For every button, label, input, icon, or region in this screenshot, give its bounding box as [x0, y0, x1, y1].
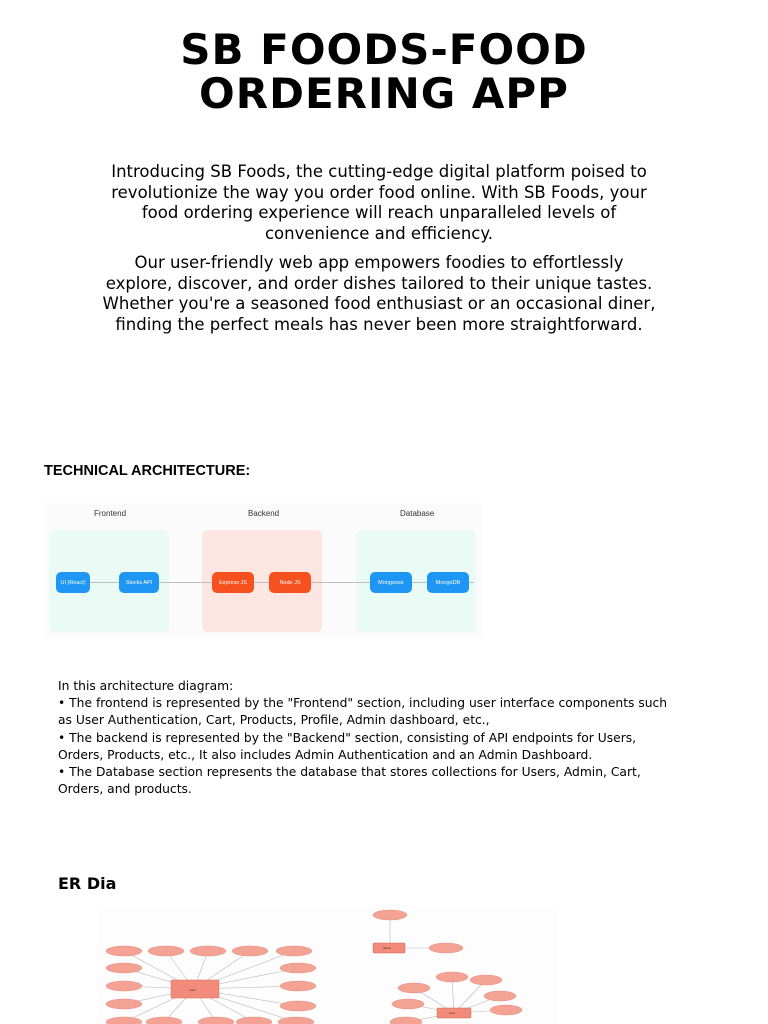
backend-label: Backend: [248, 509, 280, 518]
page-title: SB FOODS-FOOD ORDERING APP: [180, 25, 588, 118]
node-express-js: Express JS: [212, 572, 254, 593]
er-entity-food-label: food: [449, 1011, 455, 1015]
architecture-description: [58, 678, 668, 798]
er-diagram-heading: ER Dia: [58, 874, 117, 893]
node-mongodb: MongoDB: [427, 572, 469, 593]
intro-paragraph-2: Our user-friendly web app empowers foodies to effortlessly explore, discover, and order dishes tailored to their unique tastes. Whether you're a seasoned food enthusiast or an occasional diner, finding the perfect meals has never been more straightforward.: [102, 253, 656, 334]
architecture-diagram: [44, 503, 482, 638]
er-diagram-canvas: [98, 905, 558, 1024]
technical-architecture-heading: TECHNICAL ARCHITECTURE:: [44, 463, 251, 479]
node-stocks-api: Stocks API: [119, 572, 159, 593]
description-database-bullet: • The Database section represents the database that stores collections for Users, Admin, Cart, Orders, and products.: [58, 765, 641, 797]
er-entity-order-label: order: [189, 988, 197, 992]
node-mongoose: Mongoose: [370, 572, 412, 593]
description-frontend-bullet: • The frontend is represented by the "Frontend" section, including user interface components such as User Authentication, Cart, Products, Profile, Admin dashboard, etc.,: [58, 696, 668, 728]
node-node-js: Node JS: [269, 572, 311, 593]
frontend-label: Frontend: [94, 509, 127, 518]
intro-paragraph-1: Introducing SB Foods, the cutting-edge digital platform poised to revolutionize the way you order food online. With SB Foods, your food ordering experience will reach unparalleled levels of convenience and efficiency.: [111, 162, 647, 243]
description-intro: In this architecture diagram:: [58, 679, 234, 693]
database-label: Database: [400, 509, 435, 518]
description-backend-bullet: • The backend is represented by the "Backend" section, consisting of API endpoints for Users, Orders, Products, etc., It also includes Admin Authentication and an Admin Dashboard.: [58, 730, 637, 762]
node-ui-react: UI (React): [56, 572, 90, 593]
er-entity-admin-label: admin: [383, 946, 392, 950]
er-diagram: [98, 905, 558, 1024]
